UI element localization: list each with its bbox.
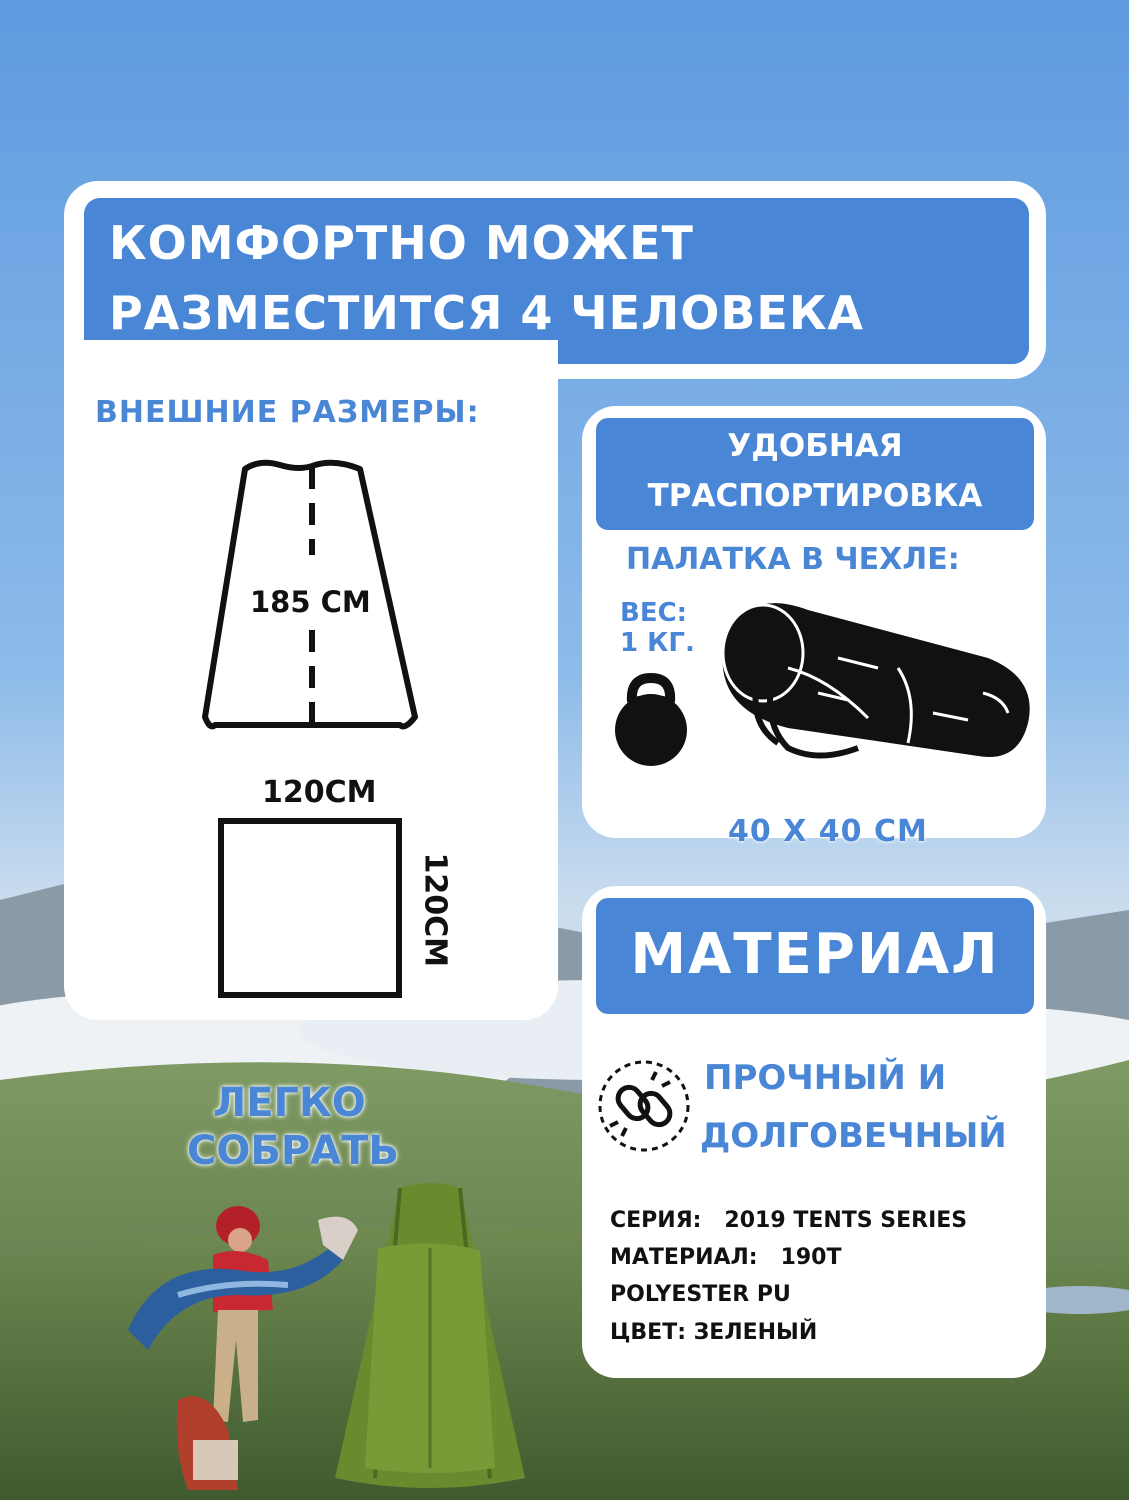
transport-title-line-2: ТРАСПОРТИРОВКА — [647, 478, 983, 514]
green-popup-tent-image — [330, 1178, 530, 1498]
transport-title-line-1: УДОБНАЯ — [727, 428, 903, 464]
transport-banner — [596, 418, 1034, 530]
bag-size: 40 Х 40 СМ — [728, 814, 928, 849]
spec-fabric: POLYESTER PU — [610, 1282, 791, 1307]
depth-label: 120СМ — [417, 852, 453, 967]
transport-subtitle: ПАЛАТКА В ЧЕХЛЕ: — [626, 542, 960, 577]
height-label: 185 СМ — [250, 585, 371, 619]
tent-bag-icon — [718, 598, 1038, 768]
spec-color: ЦВЕТ: ЗЕЛЕНЫЙ — [610, 1320, 818, 1345]
material-title: МАТЕРИАЛ — [630, 922, 1000, 987]
headline-line-1: КОМФОРТНО МОЖЕТ — [109, 216, 694, 270]
tent-floor-outline — [218, 818, 402, 998]
feature-line-1: ПРОЧНЫЙ И — [704, 1058, 947, 1098]
headline-line-2: РАЗМЕСТИТСЯ 4 ЧЕЛОВЕКА — [109, 286, 865, 340]
weight-label: ВЕС: — [620, 598, 688, 628]
width-label: 120СМ — [262, 775, 377, 810]
weight-value: 1 КГ. — [620, 628, 695, 658]
kettlebell-icon — [610, 672, 692, 768]
spec-series: СЕРИЯ: 2019 TENTS SERIES — [610, 1208, 968, 1233]
promo-line-2: СОБРАТЬ — [187, 1128, 399, 1174]
spec-material: МАТЕРИАЛ: 190T — [610, 1245, 842, 1270]
material-banner — [596, 898, 1034, 1014]
promo-line-1: ЛЕГКО — [213, 1080, 366, 1126]
dimensions-title: ВНЕШНИЕ РАЗМЕРЫ: — [95, 395, 480, 430]
feature-line-2: ДОЛГОВЕЧНЫЙ — [700, 1116, 1007, 1156]
broken-chain-icon — [596, 1058, 692, 1154]
